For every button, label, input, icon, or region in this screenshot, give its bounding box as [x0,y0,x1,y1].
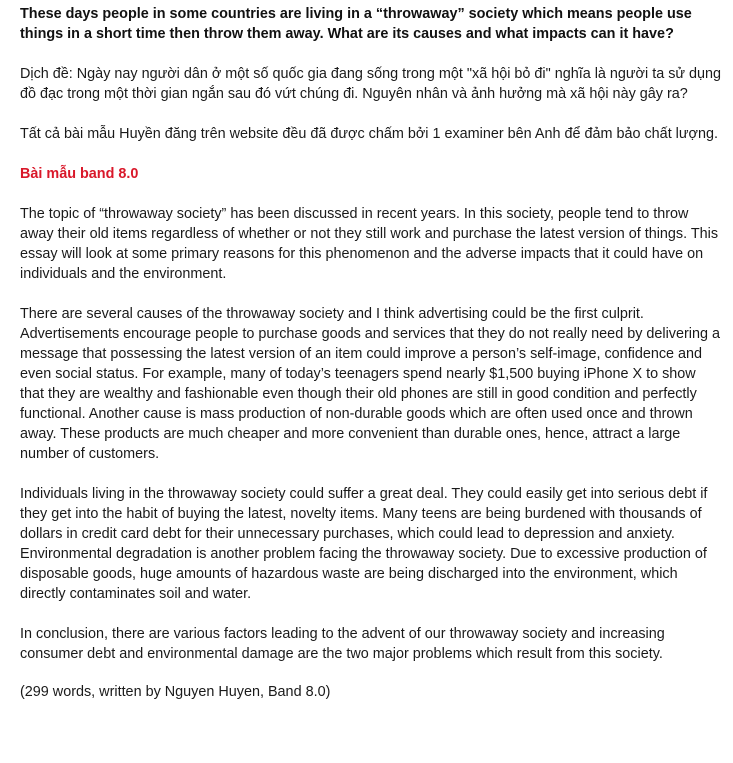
essay-conclusion: In conclusion, there are various factors leading to the advent of our throwaway society and increasing consumer debt and environmental damage are the two major problems which result from this society. [20,626,665,662]
essay-body-2: Individuals living in the throwaway society could suffer a great deal. They could easily get into serious debt if they get into the habit of buying the latest, novelty items. Many teens are being burdened with thousands of dollars in credit card debt for their unnecessary purchases, which could lead to depression and anxiety. Environmental degradation is another problem facing the throwaway society. Due to excessive production of disposable goods, huge amounts of hazardous waste are being discharged into the environment, which directly contaminates soil and water. [20,486,708,602]
essay-intro: The topic of “throwaway society” has been discussed in recent years. In this society, people tend to throw away their old items regardless of whether or not they still work and purchase the latest version of things. This essay will look at some primary reasons for this phenomenon and the adverse impacts that it could have on individuals and the environment. [20,206,719,282]
essay-question: These days people in some countries are living in a “throwaway” society which means people use things in a short time then throw them away. What are its causes and what impacts can it have? [20,6,692,42]
quality-note: Tất cả bài mẫu Huyền đăng trên website đều đã được chấm bởi 1 examiner bên Anh để đảm bảo chất lượng. [20,126,718,142]
word-count-footer: (299 words, written by Nguyen Huyen, Band 8.0) [20,684,331,700]
band-heading: Bài mẫu band 8.0 [20,166,139,182]
essay-body-1: There are several causes of the throwaway society and I think advertising could be the first culprit. Advertisements encourage people to purchase goods and services that they do not really need by delivering a message that possessing the latest version of an item could improve a person’s self-image, confidence and even social status. For example, many of today’s teenagers spend nearly $1,500 buying iPhone X to show that they are wealthy and fashionable even though their old phones are still in good condition and perfectly functional. Another cause is mass production of non-durable goods which are often used once and thrown away. These products are much cheaper and more convenient than durable ones, hence, attract a large number of customers. [20,306,720,462]
question-translation: Dịch đề: Ngày nay người dân ở một số quốc gia đang sống trong một "xã hội bỏ đi" nghĩa là người ta sử dụng đồ đạc trong một thời gian ngắn sau đó vứt chúng đi. Nguyên nhân và ảnh hưởng mà xã hội này gây ra? [20,66,722,102]
